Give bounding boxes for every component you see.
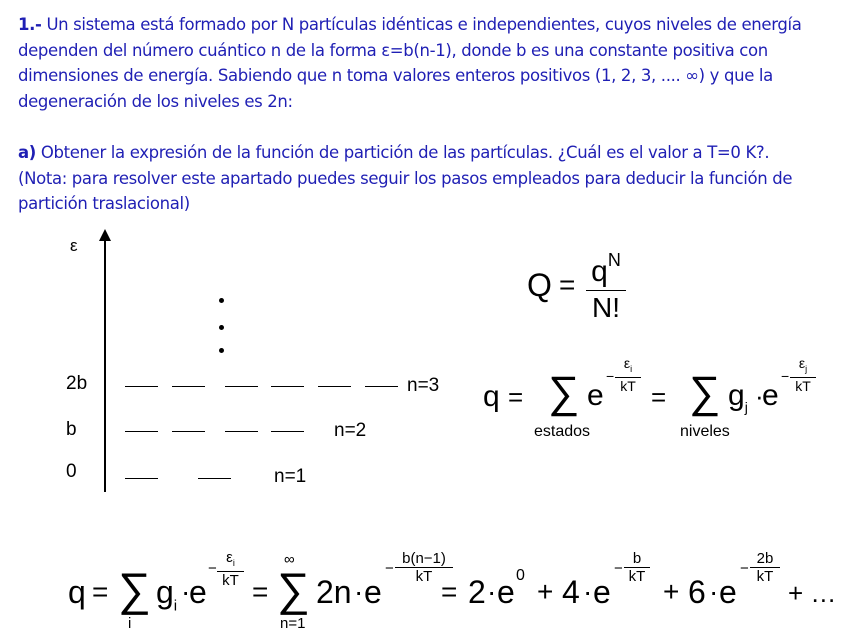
level-state	[271, 386, 304, 387]
fraction	[586, 246, 626, 325]
numerator: $q^N$	[591, 250, 621, 288]
plus-sign: +	[537, 576, 554, 607]
plus-sign: +	[663, 576, 680, 607]
trailing-ellipsis: + …	[788, 578, 837, 608]
exponent-fraction: 2b kT	[750, 550, 780, 586]
equals-sign: =	[508, 382, 524, 412]
energy-label-b: b	[66, 419, 77, 440]
level-state	[125, 431, 158, 432]
level-state	[225, 386, 258, 387]
exp-base: e	[587, 379, 604, 412]
level-state	[198, 478, 231, 479]
dot-operator: ·	[583, 576, 593, 607]
level-label-n3: n=3	[407, 375, 440, 396]
problem-number: 1.-	[18, 15, 42, 34]
sum-symbol: ∑	[689, 368, 721, 417]
degeneracy-g: $g_j$	[728, 379, 748, 415]
dot-operator: ·	[354, 576, 364, 607]
exp-base: e	[364, 574, 382, 610]
equals-sign: =	[441, 576, 458, 607]
Q-symbol: Q	[527, 267, 552, 303]
exp-base: e	[497, 574, 515, 610]
exp-minus: −	[781, 368, 790, 384]
level-state	[172, 431, 205, 432]
dot-operator: ·	[181, 576, 191, 607]
exp-minus: −	[740, 560, 749, 577]
ellipsis-dot	[219, 298, 224, 303]
energy-label-0: 0	[66, 461, 77, 482]
equals-sign: =	[252, 576, 269, 607]
exponent-fraction: $\varepsilon_j$ kT	[790, 356, 816, 395]
exponent-fraction: b(n−1) kT	[395, 550, 453, 586]
exp-minus: −	[606, 368, 615, 384]
dot-operator: ·	[709, 576, 719, 607]
exp-base: e	[189, 574, 207, 610]
term-coef-2: 2	[468, 574, 486, 610]
level-state	[271, 431, 304, 432]
exp-minus: −	[614, 560, 623, 577]
exp-base: e	[719, 574, 737, 610]
part-a-label: a)	[18, 143, 36, 162]
problem-statement	[18, 12, 818, 114]
level-label-n2: n=2	[334, 420, 367, 441]
level-state	[125, 386, 158, 387]
level-state	[225, 431, 258, 432]
exponent-fraction: $\varepsilon_i$ kT	[615, 356, 641, 395]
level-state	[125, 478, 158, 479]
sum-subscript-niveles: niveles	[680, 423, 730, 440]
exp-minus: −	[208, 560, 217, 577]
axis-label: ε	[70, 236, 78, 255]
level-state	[365, 386, 398, 387]
sum-subscript-estados: estados	[534, 423, 591, 440]
sum-index-i: i	[128, 615, 132, 632]
denominator: N!	[592, 292, 620, 323]
sum-index-n1: n=1	[280, 615, 306, 632]
exp-base: e	[593, 574, 611, 610]
level-state	[318, 386, 351, 387]
exponent-fraction: $\varepsilon_i$ kT	[217, 550, 244, 590]
ellipsis-dot	[219, 348, 224, 353]
dot-operator: ·	[755, 381, 764, 411]
sum-symbol: ∑	[277, 563, 310, 615]
problem-text: Un sistema está formado por N partículas idénticas e independientes, cuyos niveles de energía dependen del número cuántico n de la forma ε=b(n-1), donde b es una constante positiva con dimensiones de energía. Sabiendo que n toma valores enteros positivos (1, 2, 3, .... ∞) y que la degeneración de los niveles es 2n:	[18, 15, 802, 111]
level-label-n1: n=1	[274, 466, 307, 487]
exponent-fraction: b kT	[624, 550, 650, 586]
sum-symbol: ∑	[548, 368, 580, 417]
exponent-zero: 0	[516, 567, 525, 584]
dot-operator: ·	[487, 576, 497, 607]
energy-axis	[104, 238, 106, 492]
exp-base: e	[762, 379, 779, 412]
sum-symbol: ∑	[118, 563, 151, 615]
level-state	[172, 386, 205, 387]
term-coef-6: 6	[688, 574, 706, 610]
equals-sign: =	[651, 382, 667, 412]
part-a-text: Obtener la expresión de la función de partición de las partículas. ¿Cuál es el valor a T=0 K?. (Nota: para resolver este apartado puedes seguir los pasos empleados para deducir la función de partición traslacional)	[18, 143, 793, 213]
term-coef-4: 4	[562, 574, 580, 610]
energy-label-2b: 2b	[66, 373, 88, 394]
degeneracy-g: $g_i$	[156, 574, 178, 615]
sum-upper-infinity: ∞	[284, 551, 295, 568]
q-symbol: q	[68, 574, 86, 610]
ellipsis-dot	[219, 325, 224, 330]
equals-sign: =	[559, 269, 576, 300]
degeneracy-2n: 2n	[316, 574, 352, 610]
exp-minus: −	[385, 560, 394, 577]
part-a-statement	[18, 140, 818, 217]
q-symbol: q	[483, 380, 500, 413]
equals-sign: =	[92, 576, 109, 607]
